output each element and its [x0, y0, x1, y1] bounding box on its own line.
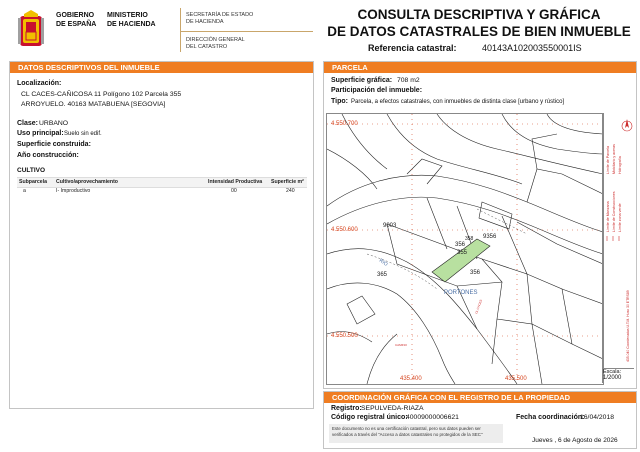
disclaimer-line1: Este documento no es una certificación catastral, pero sus datos pueden ser [332, 426, 481, 431]
localizacion-line1: CL CACES-CAÑICOSA 11 Polígono 102 Parcela 355 [21, 91, 182, 98]
parcel-label-365: 365 [377, 272, 388, 278]
fecha-coordinacion-value: 16/04/2018 [580, 414, 615, 421]
parcel-label-355: 355 [457, 250, 468, 256]
superficie-grafica-value: 708 m2 [397, 77, 420, 84]
legend-projection: 435.040 Coordenadas U.T.M. Huso 30 ETRS89 [626, 290, 630, 362]
descriptive-panel [9, 61, 314, 409]
fecha-coordinacion-label: Fecha coordinación: [516, 414, 585, 421]
gov-line1: GOBIERNO [56, 12, 95, 19]
scale-value: 1/2000 [603, 375, 622, 381]
parcel-label-9003: 9003 [383, 223, 397, 229]
table-header-intensidad: Intensidad Productiva [208, 179, 263, 185]
gov-line2: DE ESPAÑA [56, 20, 97, 28]
coord-label-x2: 435.500 [505, 376, 527, 382]
road-label-rio: RIO [377, 257, 389, 268]
ano-construccion-label: Año construcción: [17, 152, 79, 159]
ministry-line1: MINISTERIO [107, 12, 148, 19]
secretaria-label [186, 12, 253, 25]
direccion-label [186, 37, 245, 50]
registro-label: Registro: [331, 405, 362, 412]
legend-item-manzana: Límite de Manzana [606, 201, 610, 232]
scale-label: Escala: [603, 369, 622, 375]
coord-label-y2: 4.550.600 [331, 227, 358, 233]
svg-text:CAMINO: CAMINO [395, 343, 407, 347]
coord-label-y3: 4.550.500 [331, 333, 358, 339]
coat-of-arms-icon [18, 10, 44, 48]
table-cell-intensidad: 00 [231, 188, 237, 194]
place-label-portones: PORTONES [444, 290, 478, 296]
svg-text:CL CACES: CL CACES [474, 298, 484, 315]
legend-item-mobiliario: Mobiliario y aceras [612, 144, 616, 174]
superficie-construida-label: Superficie construida: [17, 141, 91, 148]
registro-section-title: COORDINACIÓN GRÁFICA CON EL REGISTRO DE LA PROPIEDAD [324, 392, 636, 403]
ref-catastral-label: Referencia catastral: [368, 43, 457, 53]
tipo-value: Parcela, a efectos catastrales, con inmuebles de distinta clase [urbano y rústico] [351, 98, 565, 105]
document-title-line1: CONSULTA DESCRIPTIVA Y GRÁFICA [357, 7, 601, 22]
ministry-line2: DE HACIENDA [107, 20, 156, 28]
localizacion-line2: ARROYUELO. 40163 MATABUENA [SEGOVIA] [21, 101, 166, 108]
legend-item-parcela: Límite de Parcela [606, 146, 610, 174]
descriptive-section-title: DATOS DESCRIPTIVOS DEL INMUEBLE [10, 62, 313, 73]
direccion-line1: DIRECCIÓN GENERAL [186, 37, 245, 43]
parcel-label-9356: 9356 [483, 234, 497, 240]
uso-principal-value: Suelo sin edif. [64, 131, 102, 137]
direccion-line2: DEL CATASTRO [186, 43, 228, 50]
legend-item-hidrografia: Hidrografía [618, 156, 622, 174]
localizacion-label: Localización: [17, 80, 62, 87]
registro-value: SEPULVEDA-RIAZA [361, 405, 424, 412]
government-label [56, 12, 96, 29]
participacion-label: Participación del inmueble: [331, 87, 423, 94]
table-cell-subparcela: a [23, 188, 26, 194]
ref-catastral-value: 40143A102003550001IS [482, 43, 582, 53]
cultivo-label: CULTIVO [17, 167, 46, 174]
table-header-subparcela: Subparcela [19, 179, 47, 185]
secretaria-line2: DE HACIENDA [186, 18, 224, 25]
cadastral-map[interactable] [326, 113, 604, 385]
table-header-superficie: Superficie m² [271, 179, 304, 185]
codigo-registral-value: 40009000006621 [406, 414, 459, 421]
legend-item-construcciones: Límite de Construcciones [612, 191, 616, 232]
ministry-label [107, 12, 156, 29]
parcel-label-356-lower: 356 [470, 270, 481, 276]
disclaimer-note [329, 424, 503, 443]
tipo-label: Tipo: [331, 98, 348, 105]
uso-principal-label: Uso principal: [17, 130, 64, 137]
parcel-label-358: 358 [465, 236, 474, 242]
secretaria-line1: SECRETARÍA DE ESTADO [186, 12, 254, 18]
coord-label-y1: 4.550.700 [331, 121, 358, 127]
coord-label-x1: 435.400 [400, 376, 422, 382]
header-divider [180, 31, 313, 32]
clase-label: Clase: [17, 120, 39, 127]
document-title-line2: DE DATOS CATASTRALES DE BIEN INMUEBLE [327, 24, 631, 39]
footer-date: Jueves , 6 de Agosto de 2026 [532, 437, 618, 444]
legend-item-zona-verde: Límite zona verde [618, 203, 622, 232]
north-arrow-icon [622, 119, 632, 131]
scale-box [602, 368, 634, 384]
table-cell-superficie: 240 [286, 188, 295, 194]
clase-value: URBANO [39, 120, 69, 127]
codigo-registral-label: Código registral único: [331, 414, 408, 421]
parcel-label-356-upper: 356 [455, 242, 466, 248]
table-cell-cultivo: I- Improductivo [56, 188, 91, 194]
superficie-grafica-label: Superficie gráfica: [331, 77, 393, 84]
disclaimer-line2: verificados a través del "Acceso a datos catastrales no protegidos de la SEC" [332, 432, 483, 437]
table-header-cultivo: Cultivo/aprovechamiento [56, 179, 118, 185]
legend-strip [603, 114, 634, 367]
parcela-section-title: PARCELA [324, 62, 636, 73]
